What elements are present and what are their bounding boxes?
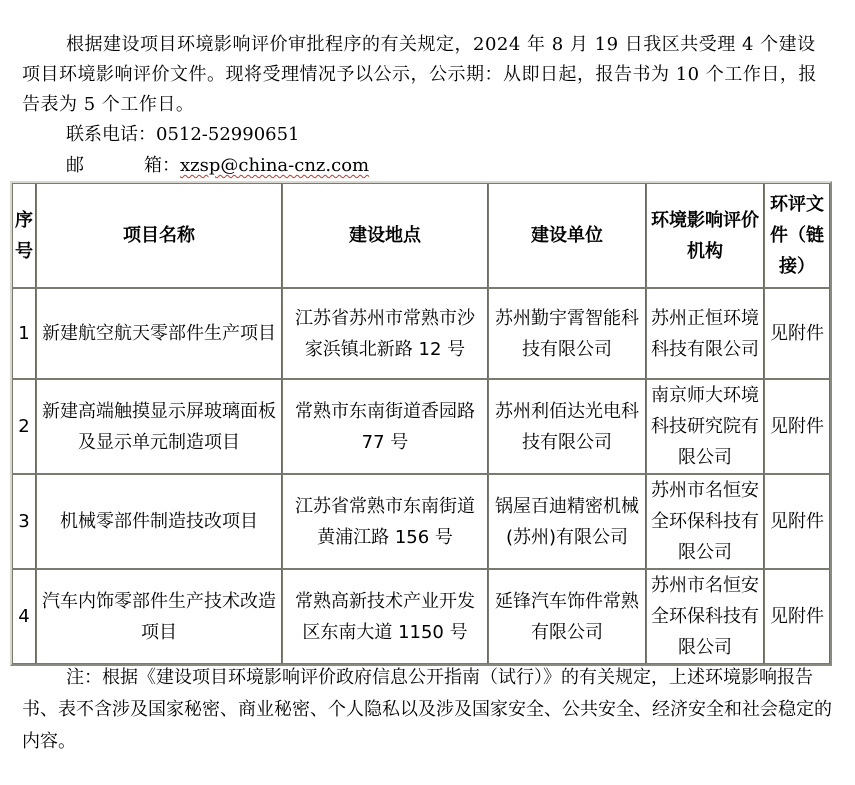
row-name: 机械零部件制造技改项目 [36,474,282,569]
row-name: 汽车内饰零部件生产技术改造项目 [36,569,282,664]
email-label-1: 邮 [66,155,84,176]
row-file-link[interactable]: 见附件 [764,288,830,379]
row-name: 新建高端触摸显示屏玻璃面板及显示单元制造项目 [36,379,282,474]
email-label-2: 箱： [144,155,180,176]
row-no: 2 [12,379,36,474]
table-header-row [12,183,830,288]
row-org: 南京师大环境科技研究院有限公司 [646,379,764,474]
table-row [12,474,830,569]
header-location: 建设地点 [282,183,488,288]
header-file: 环评文件（链接） [764,183,830,288]
row-file-link[interactable]: 见附件 [764,474,830,569]
phone-label: 联系电话： [66,124,156,145]
disclaimer-note: 注：根据《建设项目环境影响评价政府信息公开指南（试行）》的有关规定，上述环境影响报告书、表不含涉及国家秘密、商业秘密、个人隐私以及涉及国家安全、公共安全、经济安全和社会稳定的内容。 [22,667,832,752]
row-location: 常熟高新技术产业开发区东南大道 1150 号 [282,569,488,664]
row-no: 1 [12,288,36,379]
row-unit: 锅屋百迪精密机械(苏州)有限公司 [488,474,646,569]
header-no: 序号 [12,183,36,288]
contact-email [66,151,369,181]
row-name: 新建航空航天零部件生产项目 [36,288,282,379]
row-location: 江苏省常熟市东南街道黄浦江路 156 号 [282,474,488,569]
row-org: 苏州市名恒安全环保科技有限公司 [646,569,764,664]
row-file-link[interactable]: 见附件 [764,569,830,664]
row-file-link[interactable]: 见附件 [764,379,830,474]
projects-table [10,181,832,666]
table-row [12,379,830,474]
header-org: 环境影响评价机构 [646,183,764,288]
row-location: 江苏省苏州市常熟市沙家浜镇北新路 12 号 [282,288,488,379]
header-unit: 建设单位 [488,183,646,288]
phone-value: 0512-52990651 [156,124,300,145]
email-link[interactable]: xzsp@china-cnz.com [180,155,370,176]
row-unit: 苏州勤宇霄智能科技有限公司 [488,288,646,379]
row-unit: 延锋汽车饰件常熟有限公司 [488,569,646,664]
row-unit: 苏州利佰达光电科技有限公司 [488,379,646,474]
row-no: 4 [12,569,36,664]
row-no: 3 [12,474,36,569]
row-org: 苏州市名恒安全环保科技有限公司 [646,474,764,569]
table-row [12,569,830,664]
row-org: 苏州正恒环境科技有限公司 [646,288,764,379]
contact-phone [66,120,300,150]
header-name: 项目名称 [36,183,282,288]
table-row [12,288,830,379]
intro-paragraph: 根据建设项目环境影响评价审批程序的有关规定，2024 年 8 月 19 日我区共受理 4 个建设项目环境影响评价文件。现将受理情况予以公示，公示期：从即日起，报告书为 10 个工作日，报告表为 5 个工作日。 [22,34,817,115]
row-location: 常熟市东南街道香园路 77 号 [282,379,488,474]
